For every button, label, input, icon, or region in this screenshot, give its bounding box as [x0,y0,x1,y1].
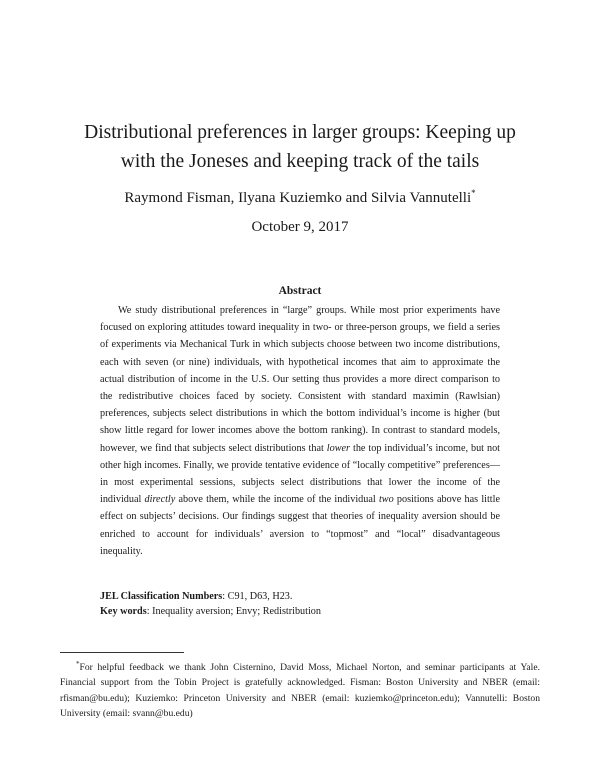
footnote [60,657,540,721]
author-list [60,188,540,207]
jel-value: : C91, D63, H23. [222,591,293,602]
paper-date: October 9, 2017 [251,219,349,235]
abstract-emphasis-lower: lower [326,442,351,454]
keywords [100,606,500,617]
paper-title [60,118,540,176]
authors-text: Raymond Fisman, Ilyana Kuziemko and Silvia Vannutelli [124,190,472,206]
abstract-emphasis-directly: directly [144,494,176,506]
jel-label: JEL Classification Numbers [100,591,223,602]
abstract-text-3: above them, while the income of the individual [175,494,379,506]
footnote-mark: * [76,660,80,668]
jel-classification [100,591,500,602]
abstract-text-2: the top individual’s income, but not other high incomes. Finally, we provide tentative evidence of “locally competitive” preferences—in most experimental sessions, subjects select distributions that lower the income of the individual [100,442,500,506]
author-footnote-mark: * [471,188,476,198]
abstract-text-1: We study distributional preferences in “large” groups. While most prior experiments have focused on exploring attitudes toward inequality in two- or three-person groups, we field a series of experiments via Mechanical Turk in which subjects choose between two income distributions, each with seven (or nine) individuals, with hypothetical incomes that aim to approximate the actual distribution of income in the U.S. Our setting thus provides a more direct comparison to the redistributive choices faced by society. Consistent with standard maximin (Rawlsian) preferences, subjects select distributions in which the bottom individual’s income is higher (but show little regard for lower incomes above the bottom ranking). In contrast to standard models, however, we find that subjects select distributions that [100,305,500,454]
footnote-text: For helpful feedback we thank John Cisternino, David Moss, Michael Norton, and seminar participants at Yale. Financial support from the Tobin Project is gratefully acknowledged. Fisman: Boston University and NBER (email: rfisman@bu.edu); Kuziemko: Princeton University and NBER (email: kuziemko@princeton.edu); Vannutelli: Boston University (email: svann@bu.edu) [60,662,540,719]
footnote-divider [60,652,184,653]
abstract-heading: Abstract [278,285,322,297]
abstract-emphasis-two: two [378,494,394,506]
abstract-text-4: positions above has little effect on subjects’ decisions. Our findings suggest that theories of inequality aversion should be enriched to account for individuals’ aversion to “topmost” and “local” disadvantageous inequality. [100,494,500,557]
title-line-1: Distributional preferences in larger groups: Keeping up [84,122,516,143]
title-line-2: with the Joneses and keeping track of the tails [120,151,480,172]
keywords-value: : Inequality aversion; Envy; Redistribution [146,606,321,617]
keywords-label: Key words [100,606,147,617]
abstract-body [100,302,500,560]
